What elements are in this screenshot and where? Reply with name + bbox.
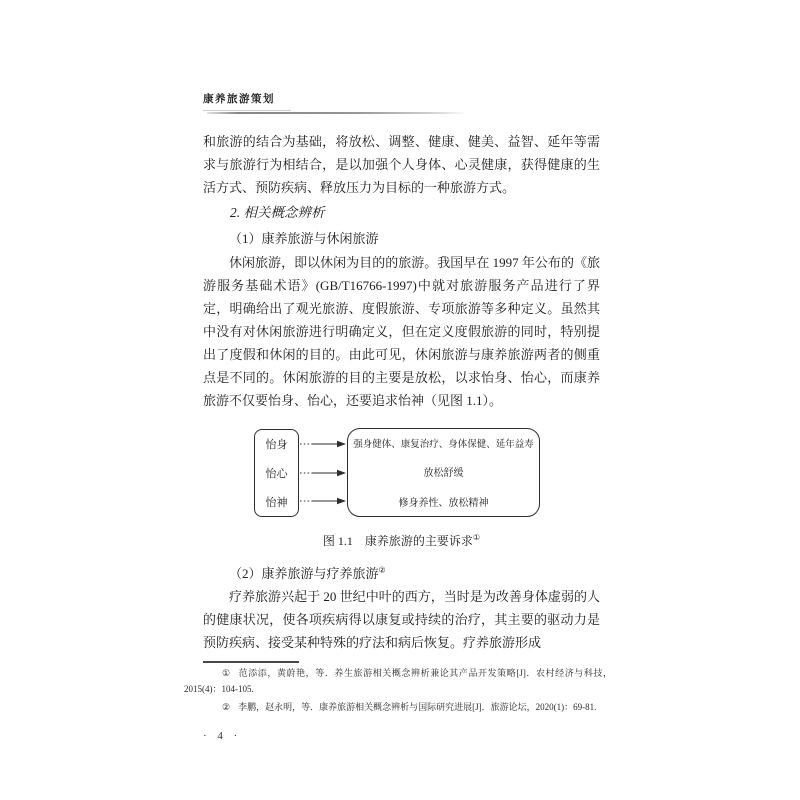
subheading-2 (203, 562, 600, 585)
footnote-2-marker: ② (222, 702, 231, 712)
paragraph-2: 休闲旅游，即以休闲为目的的旅游。我国早在 1997 年公布的《旅游服务基础术语》(GB/T16766-1997)中就对旅游服务产品进行了界定，明确给出了观光旅游、度假旅游、专项旅游等多种定义。虽然其中没有对休闲旅游进行明确定义，但在定义度假旅游的同时，特别提出了度假和休闲的目的。由此可见，休闲旅游与康养旅游两者的侧重点是不同的。休闲旅游的目的主要是放松，以求怡身、怡心，而康养旅游不仅要怡身、怡心，还要追求怡神（见图 1.1）。 (203, 255, 600, 408)
running-head: 康养旅游策划 (203, 94, 275, 105)
footnote-2-text: 李鹏，赵永明，等．康养旅游相关概念辨析与国际研究进展[J]．旅游论坛，2020(1)：69-81. (238, 702, 597, 712)
figure-left-label-3: 怡神 (265, 496, 288, 509)
page-number: · 4 · (203, 730, 242, 742)
paragraph-3: 疗养旅游兴起于 20 世纪中叶的西方，当时是为改善身体虚弱的人的健康状况，使各项疾病得以康复或持续的治疗，其主要的驱动力是预防疾病、接受某种特殊的疗法和病后恢复。疗养旅游形成 (203, 589, 600, 650)
footnote-2 (184, 700, 612, 716)
subheading-1: （1）康养旅游与休闲旅游 (229, 231, 379, 246)
figure-right-box (347, 428, 540, 517)
footnote-separator (203, 661, 299, 663)
section-heading: 2. 相关概念辨析 (230, 205, 325, 220)
footnote-1 (184, 666, 612, 697)
flow-arrows-icon (299, 429, 347, 517)
footnote-1-text: 范添添，黄蔚艳，等．养生旅游相关概念辨析兼论其产品开发策略[J]．农村经济与科技，2015(4)：104-105. (184, 668, 613, 694)
subheading-2-text: （2）康养旅游与疗养旅游 (229, 566, 379, 581)
figure-left-label-2: 怡心 (265, 467, 288, 480)
figure-caption-footnote-marker: ① (472, 533, 481, 542)
subheading-2-footnote-marker: ② (378, 565, 386, 575)
figure-right-line-2: 放松舒缓 (423, 468, 464, 480)
header-rule (207, 112, 467, 114)
figure-right-line-1: 强身健体、康复治疗、身体保健、延年益寿 (353, 440, 534, 451)
paragraph-1: 和旅游的结合为基础，将放松、调整、健康、健美、益智、延年等需求与旅游行为相结合，是以加强个人身体、心灵健康，获得健康的生活方式、预防疾病、释放压力为目标的一种旅游方式。 (203, 134, 600, 195)
figure-caption (203, 532, 600, 549)
footnote-1-marker: ① (222, 668, 231, 678)
header-rule-light (203, 110, 291, 111)
footnotes (184, 666, 612, 716)
figure-left-box (254, 429, 299, 517)
figure-left-label-1: 怡身 (265, 439, 288, 452)
figure-caption-text: 图 1.1 康养旅游的主要诉求 (322, 534, 473, 548)
figure-right-line-3: 修身养性、放松精神 (398, 497, 489, 509)
